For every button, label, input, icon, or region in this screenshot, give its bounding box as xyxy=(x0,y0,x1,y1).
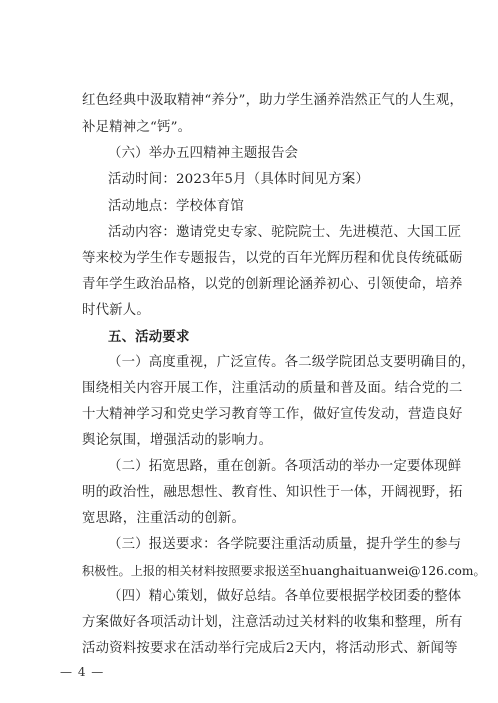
body-text-line: 时代新人。 xyxy=(82,303,150,318)
body-text-line: 红色经典中汲取精神“养分”，助力学生涵养浩然正气的人生观， xyxy=(82,93,464,108)
body-text-line: 围绕相关内容开展工作，注重活动的质量和普及面。结合党的二 xyxy=(82,381,463,396)
activity-content: 活动内容：邀请党史专家、驼院院士、先进模范、大国工匠 xyxy=(108,225,462,240)
body-text-line: 宽思路，注重活动的创新。 xyxy=(82,511,246,526)
body-text-line: （三）报送要求：各学院要注重活动质量，提升学生的参与 xyxy=(108,537,462,552)
body-text-line: 等来校为学生作专题报告，以党的百年光辉历程和优良传统砥砺 xyxy=(82,251,463,266)
section-heading: 五、活动要求 xyxy=(108,329,190,345)
body-text-line: （四）精心策划，做好总结。各单位要根据学校团委的整体 xyxy=(108,589,462,604)
page-number: — 4 — xyxy=(60,665,105,679)
body-text-line: 补足精神之“钙”。 xyxy=(82,120,192,135)
body-text-line: 十大精神学习和党史学习教育等工作，做好宣传发动，营造良好 xyxy=(82,407,463,422)
subsection-heading: （六）举办五四精神主题报告会 xyxy=(108,146,299,161)
activity-location: 活动地点：学校体育馆 xyxy=(108,199,244,214)
body-text-line: （二）拓宽思路，重在创新。各项活动的举办一定要体现鲜 xyxy=(108,459,462,474)
activity-time: 活动时间：2023年5月（具体时间见方案） xyxy=(108,172,370,187)
body-text-line: 活动资料按要求在活动举行完成后2天内，将活动形式、新闻等 xyxy=(82,641,458,656)
body-text-line: 舆论氛围，增强活动的影响力。 xyxy=(82,433,273,448)
body-text-line: 青年学生政治品格，以党的创新理论涵养初心、引领使命，培养 xyxy=(82,277,463,292)
body-text-line: 明的政治性，融思想性、教育性、知识性于一体，开阔视野，拓 xyxy=(82,485,463,500)
body-text-line-email: 积极性。上报的相关材料按照要求报送至huanghaituanwei@126.com。 xyxy=(82,564,486,578)
body-text-line: （一）高度重视，广泛宣传。各二级学院团总支要明确目的， xyxy=(108,355,475,370)
body-text-line: 方案做好各项活动计划，注意活动过关材料的收集和整理，所有 xyxy=(82,615,463,630)
